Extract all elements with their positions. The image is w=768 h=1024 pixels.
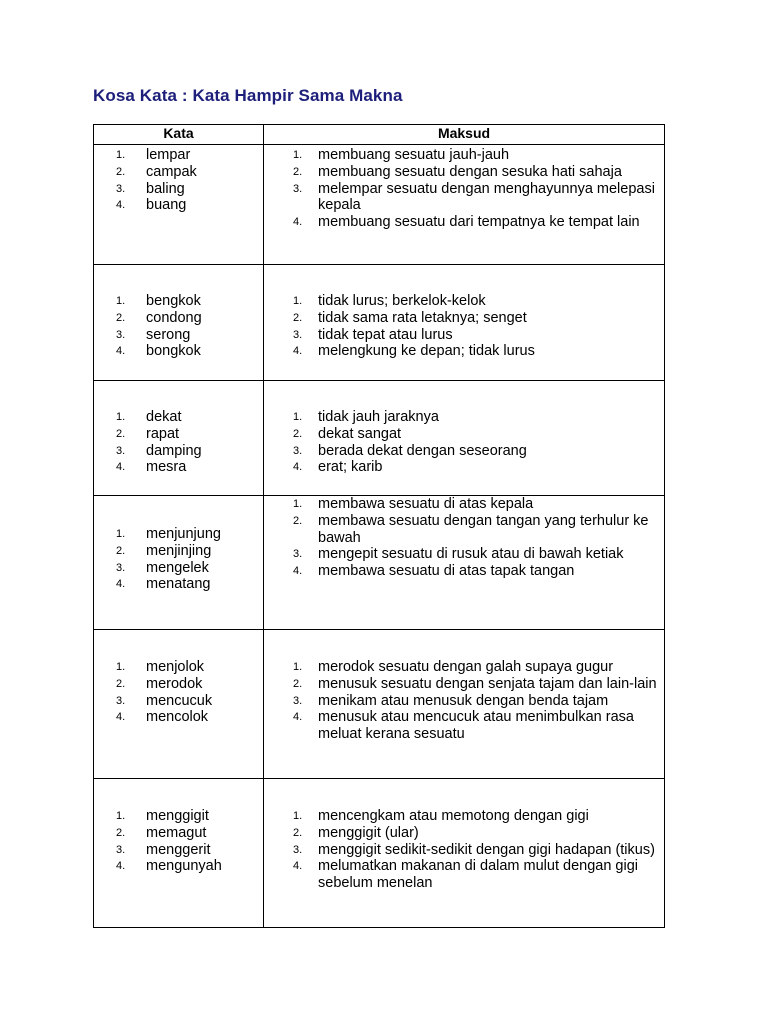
list-item: 2. memagut — [116, 824, 207, 841]
list-item: 4. bongkok — [116, 343, 201, 360]
maksud-list — [264, 496, 664, 580]
list-item: 3. mengepit sesuatu di rusuk atau di bawah ketiak — [293, 546, 624, 563]
maksud-cell — [264, 496, 665, 630]
kata-list — [94, 808, 263, 875]
list-item: 1. menjunjung — [116, 526, 221, 542]
table-row — [94, 381, 665, 496]
list-item: 3. melempar sesuatu dengan menghayunnya melepasi kepala — [293, 180, 655, 214]
list-item: 4. menusuk atau mencucuk atau menimbulkan rasa meluat kerana sesuatu — [293, 709, 634, 743]
list-item: 2. menggigit (ular) — [293, 824, 419, 841]
list-item: 4. melengkung ke depan; tidak lurus — [293, 343, 535, 360]
list-item: 2. membawa sesuatu dengan tangan yang terhulur ke bawah — [293, 512, 649, 546]
table-row — [94, 630, 665, 779]
table-row — [94, 779, 665, 928]
list-item: 2. dekat sangat — [293, 425, 402, 442]
list-item: 1. membuang sesuatu jauh-jauh — [293, 147, 510, 163]
kata-list — [94, 526, 263, 593]
list-item: 4. melumatkan makanan di dalam mulut dengan gigi sebelum menelan — [293, 858, 638, 892]
maksud-list — [264, 808, 664, 892]
kata-cell — [94, 265, 264, 381]
table-row — [94, 145, 665, 265]
list-item: 1. lempar — [116, 147, 191, 163]
maksud-list — [264, 659, 664, 743]
list-item: 3. serong — [116, 326, 191, 343]
list-item: 4. buang — [116, 197, 187, 214]
list-item: 4. membuang sesuatu dari tempatnya ke tempat lain — [293, 214, 640, 231]
list-item: 2. campak — [116, 163, 197, 180]
list-item: 1. tidak lurus; berkelok-kelok — [293, 293, 486, 309]
kata-cell — [94, 779, 264, 928]
vocabulary-table — [93, 124, 665, 928]
list-item: 1. menggigit — [116, 808, 209, 824]
list-item: 2. menjinjing — [116, 542, 212, 559]
kata-list — [94, 409, 263, 476]
maksud-cell — [264, 381, 665, 496]
maksud-list — [264, 409, 664, 476]
list-item: 3. baling — [116, 180, 185, 197]
list-item: 2. menusuk sesuatu dengan senjata tajam dan lain-lain — [293, 675, 657, 692]
list-item: 4. erat; karib — [293, 459, 383, 476]
list-item: 2. rapat — [116, 425, 180, 442]
kata-cell — [94, 145, 264, 265]
list-item: 3. menggigit sedikit-sedikit dengan gigi hadapan (tikus) — [293, 841, 655, 858]
list-item: 3. mengelek — [116, 559, 209, 576]
maksud-list — [264, 147, 664, 231]
maksud-cell — [264, 265, 665, 381]
list-item: 1. merodok sesuatu dengan galah supaya gugur — [293, 659, 614, 675]
list-item: 3. tidak tepat atau lurus — [293, 326, 453, 343]
list-item: 2. tidak sama rata letaknya; senget — [293, 309, 527, 326]
page-title: Kosa Kata : Kata Hampir Sama Makna — [93, 86, 403, 105]
list-item: 3. menggerit — [116, 841, 211, 858]
table-row — [94, 496, 665, 630]
header-kata: Kata — [94, 125, 264, 145]
maksud-list — [264, 293, 664, 360]
maksud-cell — [264, 145, 665, 265]
kata-cell — [94, 381, 264, 496]
list-item: 4. menatang — [116, 576, 211, 593]
list-item: 2. membuang sesuatu dengan sesuka hati sahaja — [293, 163, 622, 180]
list-item: 1. bengkok — [116, 293, 201, 309]
kata-list — [94, 659, 263, 726]
list-item: 2. merodok — [116, 675, 203, 692]
kata-cell — [94, 630, 264, 779]
table-header-row — [94, 125, 665, 145]
maksud-cell — [264, 630, 665, 779]
list-item: 3. berada dekat dengan seseorang — [293, 442, 527, 459]
kata-cell — [94, 496, 264, 630]
kata-list — [94, 293, 263, 360]
list-item: 3. menikam atau menusuk dengan benda tajam — [293, 692, 609, 709]
list-item: 2. condong — [116, 309, 202, 326]
list-item: 1. mencengkam atau memotong dengan gigi — [293, 808, 589, 824]
list-item: 4. mencolok — [116, 709, 209, 726]
list-item: 1. membawa sesuatu di atas kepala — [293, 496, 534, 512]
list-item: 3. mencucuk — [116, 692, 213, 709]
maksud-cell — [264, 779, 665, 928]
list-item: 4. mengunyah — [116, 858, 222, 875]
list-item: 1. tidak jauh jaraknya — [293, 409, 439, 425]
header-maksud: Maksud — [264, 125, 665, 145]
list-item: 1. dekat — [116, 409, 182, 425]
list-item: 4. mesra — [116, 459, 187, 476]
list-item: 3. damping — [116, 442, 202, 459]
kata-list — [94, 147, 263, 214]
table-row — [94, 265, 665, 381]
list-item: 4. membawa sesuatu di atas tapak tangan — [293, 563, 575, 580]
list-item: 1. menjolok — [116, 659, 205, 675]
